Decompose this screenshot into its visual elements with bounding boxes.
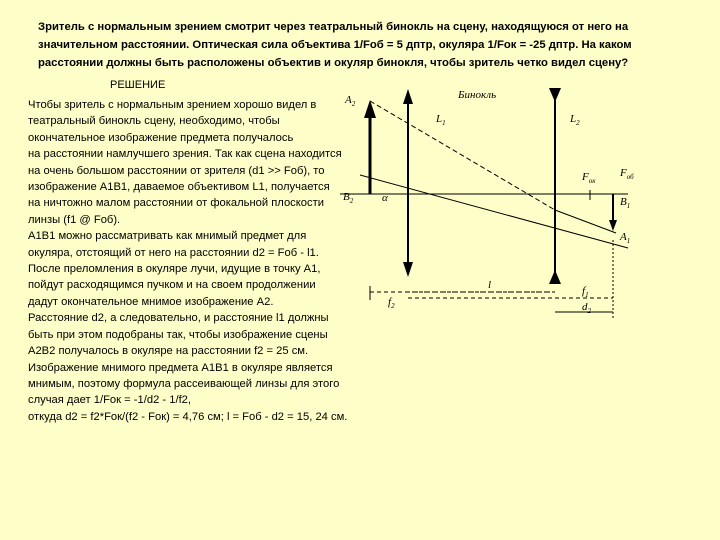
ray-through-l1-center xyxy=(360,175,631,248)
lens-l2-top-arrowhead xyxy=(549,88,561,102)
solution-line: окончательное изображение предмета получалось xyxy=(28,131,294,144)
label-l1: $L_1$ xyxy=(436,113,446,127)
solution-line: пойдут расходящимся пучком и на своем продолжении xyxy=(28,279,316,292)
label-b1: $B_1$ xyxy=(620,196,631,210)
label-l: l xyxy=(488,279,492,291)
ray-solid-l2-a1 xyxy=(555,210,616,233)
label-f1: $f_1$ xyxy=(582,285,589,299)
binocular-ray-diagram xyxy=(335,80,635,330)
label-b2: $B_2$ xyxy=(343,191,354,205)
label-alpha: α xyxy=(382,192,388,204)
lens-l2-bottom-arrowhead xyxy=(549,270,561,284)
lens-l1-bottom-arrowhead xyxy=(403,262,413,277)
solution-line: Изображение мнимого предмета А1В1 в окуляре является xyxy=(28,361,333,374)
solution-line: окуляра, отстоящий от него на расстоянии d2 = Fоб - l1. xyxy=(28,246,319,259)
label-l2: $L_2$ xyxy=(570,113,580,127)
solution-line: мнимым, поэтому формула рассеивающей линзы для этого xyxy=(28,377,340,390)
label-a2: $A_2$ xyxy=(345,94,356,108)
solution-line: откуда d2 = f2*Fок/(f2 - Fок) = 4,76 см; l = Fоб - d2 = 15, 24 см. xyxy=(28,410,348,423)
label-d2: $d_2$ xyxy=(582,301,591,315)
solution-line: театральный бинокль сцену, необходимо, чтобы xyxy=(28,115,280,128)
solution-line: А1В1 можно рассматривать как мнимый предмет для xyxy=(28,230,307,243)
solution-line: на расстоянии намлучшего зрения. Так как сцена находится xyxy=(28,148,342,161)
diagram-title: Бинокль xyxy=(458,89,497,101)
solution-line: А2В2 получалось в окуляре на расстоянии f2 = 25 см. xyxy=(28,345,309,358)
solution-line: Чтобы зритель с нормальным зрением хорошо видел в xyxy=(28,99,317,111)
solution-line: изображение А1В1, даваемое объективом L1, получается xyxy=(28,181,330,194)
solution-text xyxy=(28,97,358,425)
solution-line: быть при этом подобраны так, чтобы изображение сцены xyxy=(28,328,328,341)
solution-line: случая дает 1/Fок = -1/d2 - 1/f2, xyxy=(28,394,192,407)
solution-line: После преломления в окуляре лучи, идущие в точку А1, xyxy=(28,263,321,276)
label-fok: $F_{ок}$ xyxy=(582,171,596,185)
solution-line: на ничтожно малом расстоянии от фокальной плоскости xyxy=(28,197,324,210)
label-fob: $F_{об}$ xyxy=(620,167,634,181)
solution-line: на очень большом расстоянии от зрителя (d1 >> Fоб), то xyxy=(28,164,325,177)
image-a2b2-arrowhead xyxy=(364,100,376,118)
image-a1b1-arrowhead xyxy=(609,220,617,231)
lens-l1-top-arrowhead xyxy=(403,89,413,104)
solution-line: Расстояние d2, а следовательно, и расстояние l1 должны xyxy=(28,312,329,325)
solution-line: дадут окончательное мнимое изображение А2. xyxy=(28,295,274,308)
label-a1: $A_1$ xyxy=(620,231,631,245)
solution-line: линзы (f1 @ Fоб). xyxy=(28,213,121,226)
problem-statement: Зритель с нормальным зрением смотрит через театральный бинокль на сцену, находящуюся от него на значительном расстоянии. Оптическая сила объектива 1/Fоб = 5 дптр, окуляра 1/Fок = -25 дптр. На каком расстоянии должны быть расположены объектив и окуляр бинокля, чтобы зритель четко видел сцену? xyxy=(38,21,632,69)
label-f2: $f_2$ xyxy=(388,296,395,310)
solution-heading: РЕШЕНИЕ xyxy=(110,79,166,91)
